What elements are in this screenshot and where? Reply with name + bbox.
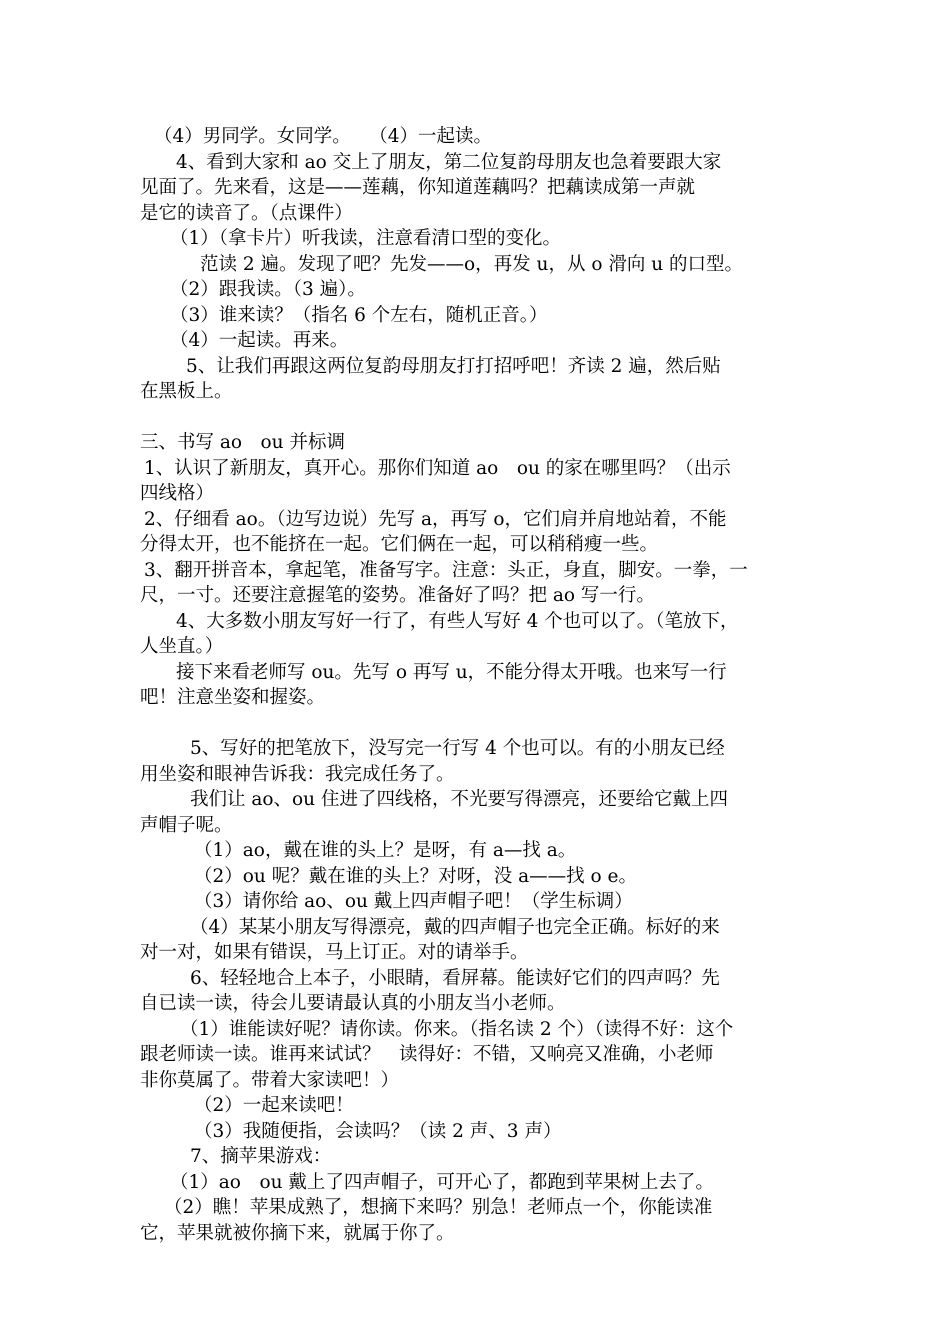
text-line: （4）男同学。女同学。 （4）一起读。 [154,126,493,147]
document-page [140,124,820,1246]
text-line: 非你莫属了。带着大家读吧！） [140,1069,400,1091]
text-line: 是它的读音了。（点课件） [140,202,353,224]
text-line: 它，苹果就被你摘下来，就属于你了。 [140,1222,455,1244]
text-line: （1）ao ou 戴上了四声帽子，可开心了，都跑到苹果树上去了。 [170,1171,714,1193]
text-line: 5、让我们再跟这两位复韵母朋友打打招呼吧！齐读 2 遍，然后贴 [186,355,721,377]
section-heading: 三、书写 ao ou 并标调 [140,432,345,453]
text-line: （2）瞧！苹果成熟了，想摘下来吗？别急！老师点一个，你能读准 [164,1197,713,1218]
text-line: （2）一起来读吧！ [194,1095,354,1116]
text-line: 吧！注意坐姿和握姿。 [140,687,326,708]
text-line: 7、摘苹果游戏： [190,1146,332,1167]
text-line: 对一对，如果有错误，马上订正。对的请举手。 [140,942,529,963]
text-line: 2、仔细看 ao。（边写边说）先写 a，再写 o，它们肩并肩地站着，不能 [144,508,727,530]
text-line: 人坐直。） [140,636,224,657]
text-line: 分得太开，也不能挤在一起。它们俩在一起，可以稍稍瘦一些。 [140,534,659,555]
text-line: 接下来看老师写 ou。先写 o 再写 u，不能分得太开哦。也来写一行 [176,661,727,683]
text-line: （1）（拿卡片）听我读，注意看清口型的变化。 [170,228,562,249]
text-line: （2）跟我读。（3 遍）。 [170,279,366,300]
blank-line [140,711,820,737]
text-line: （4）某某小朋友写得漂亮，戴的四声帽子也完全正确。标好的来 [190,916,720,938]
text-line: （1）ao，戴在谁的头上？是呀，有 a—找 a。 [194,840,577,861]
text-line: 跟老师读一读。谁再来试试？ 读得好：不错，又响亮又准确，小老师 [140,1044,714,1065]
text-line: （2）ou 呢？戴在谁的头上？对呀，没 a——找 o e。 [194,865,637,887]
text-line: （3）请你给 ao、ou 戴上四声帽子吧！（学生标调） [194,891,633,912]
text-line: 我们让 ao、ou 住进了四线格，不光要写得漂亮，还要给它戴上四 [190,789,728,810]
text-line: 3、翻开拼音本，拿起笔，准备写字。注意：头正，身直，脚安。一拳，一 [144,559,748,581]
text-line: 声帽子呢。 [140,814,233,836]
text-line: 在黑板上。 [140,381,233,402]
text-line: 1、认识了新朋友，真开心。那你们知道 ao ou 的家在哪里吗？（出示 [144,457,731,479]
text-line: 范读 2 遍。发现了吧？先发——o，再发 u，从 o 滑向 u 的口型。 [200,253,744,275]
text-line: 自已读一读，待会儿要请最认真的小朋友当小老师。 [140,993,566,1014]
text-line: 4、看到大家和 ao 交上了朋友，第二位复韵母朋友也急着要跟大家 [176,151,722,173]
text-line: （1）谁能读好呢？请你读。你来。（指名读 2 个）（读得不好：这个 [180,1018,734,1040]
text-line: （3）谁来读？（指名 6 个左右，随机正音。） [170,304,548,326]
text-line: 用坐姿和眼神告诉我：我完成任务了。 [140,763,455,785]
text-line: （3）我随便指，会读吗？（读 2 声、3 声） [194,1120,562,1142]
text-line: 四线格） [140,483,215,504]
text-line: （4）一起读。再来。 [170,330,349,351]
text-line: 6、轻轻地合上本子，小眼睛，看屏幕。能读好它们的四声吗？先 [190,967,720,989]
text-line: 见面了。先来看，这是——莲藕，你知道莲藕吗？把藕读成第一声就 [140,177,696,198]
blank-line [140,405,820,431]
text-line: 4、大多数小朋友写好一行了，有些人写好 4 个也可以了。（笔放下， [176,610,739,632]
text-line: 尺，一寸。还要注意握笔的姿势。准备好了吗？把 ao 写一行。 [140,585,655,606]
text-line: 5、写好的把笔放下，没写完一行写 4 个也可以。有的小朋友已经 [190,738,725,759]
